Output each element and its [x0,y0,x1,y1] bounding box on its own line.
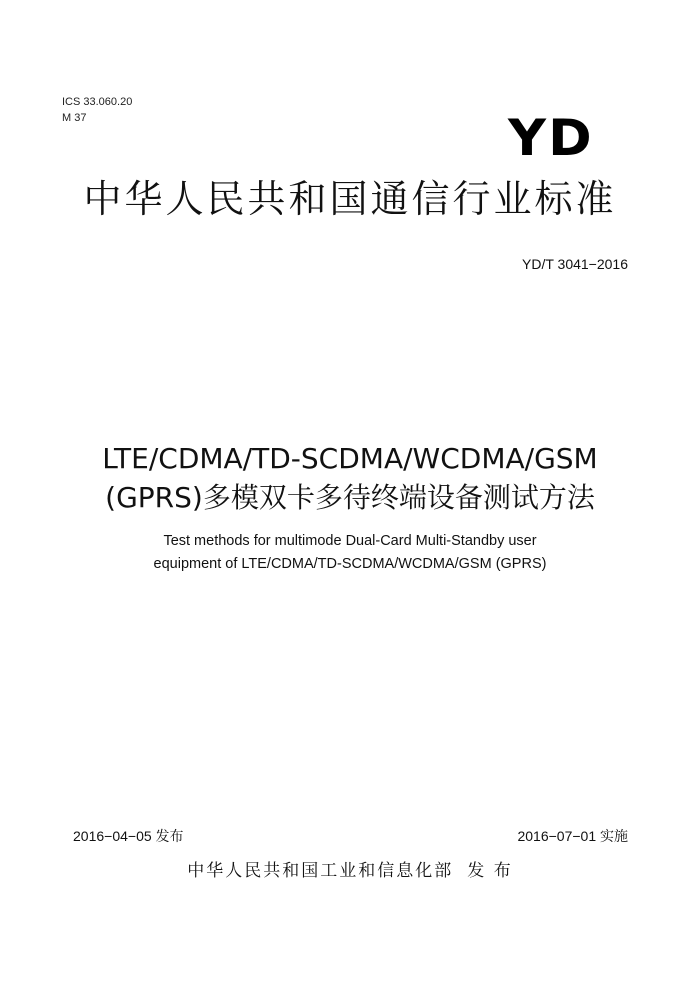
implement-date: 2016−07−01 实施 [517,828,628,844]
title-en-line-2: equipment of LTE/CDMA/TD-SCDMA/WCDMA/GSM (GPRS) [153,556,547,572]
publisher-line [0,859,700,883]
title-cn-line-1: LTE/CDMA/TD-SCDMA/WCDMA/GSM [102,442,598,475]
classification-block [62,94,132,126]
ccs-code: M 37 [62,112,87,124]
publisher-action: 发 布 [467,861,513,881]
ics-code: ICS 33.060.20 [62,96,133,108]
header-title: 中华人民共和国通信行业标准 [83,177,617,221]
title-en-line-1: Test methods for multimode Dual-Card Multi-Standby user [163,533,537,549]
publisher-name: 中华人民共和国工业和信息化部 [187,861,454,881]
standard-number: YD/T 3041−2016 [522,256,628,272]
publish-date: 2016−04−05 发布 [73,828,184,844]
title-cn-line-2: (GPRS)多模双卡多待终端设备测试方法 [105,481,595,514]
yd-logo: YD [508,109,594,167]
